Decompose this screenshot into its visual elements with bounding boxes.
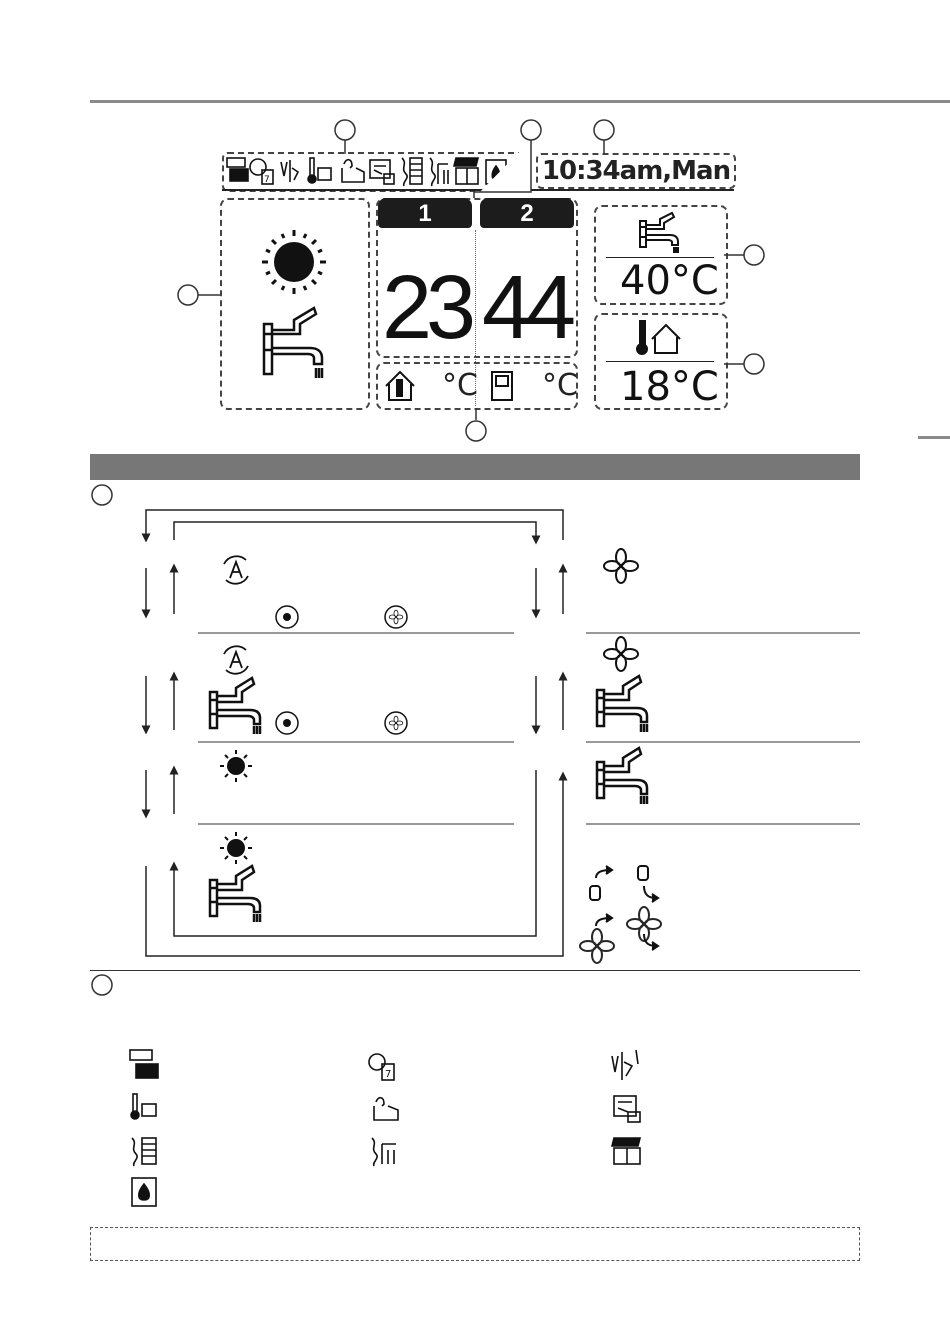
legend-quiet-mode-icon [374,1098,398,1120]
svg-text:7: 7 [385,1069,392,1080]
legend-booster-icon [132,1178,156,1206]
footer-note-box [90,1227,860,1261]
icon-legend [0,970,950,1220]
callout-clock [594,120,614,140]
zone-1-tab: 1 [378,198,472,228]
callout-lines [0,0,950,450]
callout-room [744,354,764,374]
callout-strip [335,120,355,140]
svg-text:7: 7 [264,175,270,185]
tank-temperature: 40°C [620,258,719,304]
legend-energy-monitor-icon [614,1096,640,1122]
zone-2-temperature: 44 [482,258,571,358]
legend-heater-icon [132,1138,156,1166]
section-header-bar [90,454,860,480]
legend-room-thermo-icon [131,1094,156,1119]
callout-zones [521,120,541,140]
legend-weekly-timer-icon [369,1054,394,1080]
legend-outdoor-thermo-icon [612,1050,638,1080]
callout-mode [178,285,198,305]
zone-1-temperature: 23 [382,258,471,358]
mode-sequence-diagram [0,480,950,980]
room-temperature: 18°C [620,364,719,410]
callout-sensor [466,421,486,441]
callout-tank [744,245,764,265]
zone-2-unit: °C [542,368,578,403]
legend-solar-heater-icon [372,1138,396,1166]
legend-timer-icon [130,1050,158,1078]
clock-display: 10:34am,Man [536,153,736,189]
zone-2-tab: 2 [480,198,574,228]
zone-1-unit: °C [442,368,478,403]
legend-solar-panel-icon [612,1138,640,1164]
callout-icon-legend [92,975,112,995]
callout-mode-sequence [92,485,112,505]
